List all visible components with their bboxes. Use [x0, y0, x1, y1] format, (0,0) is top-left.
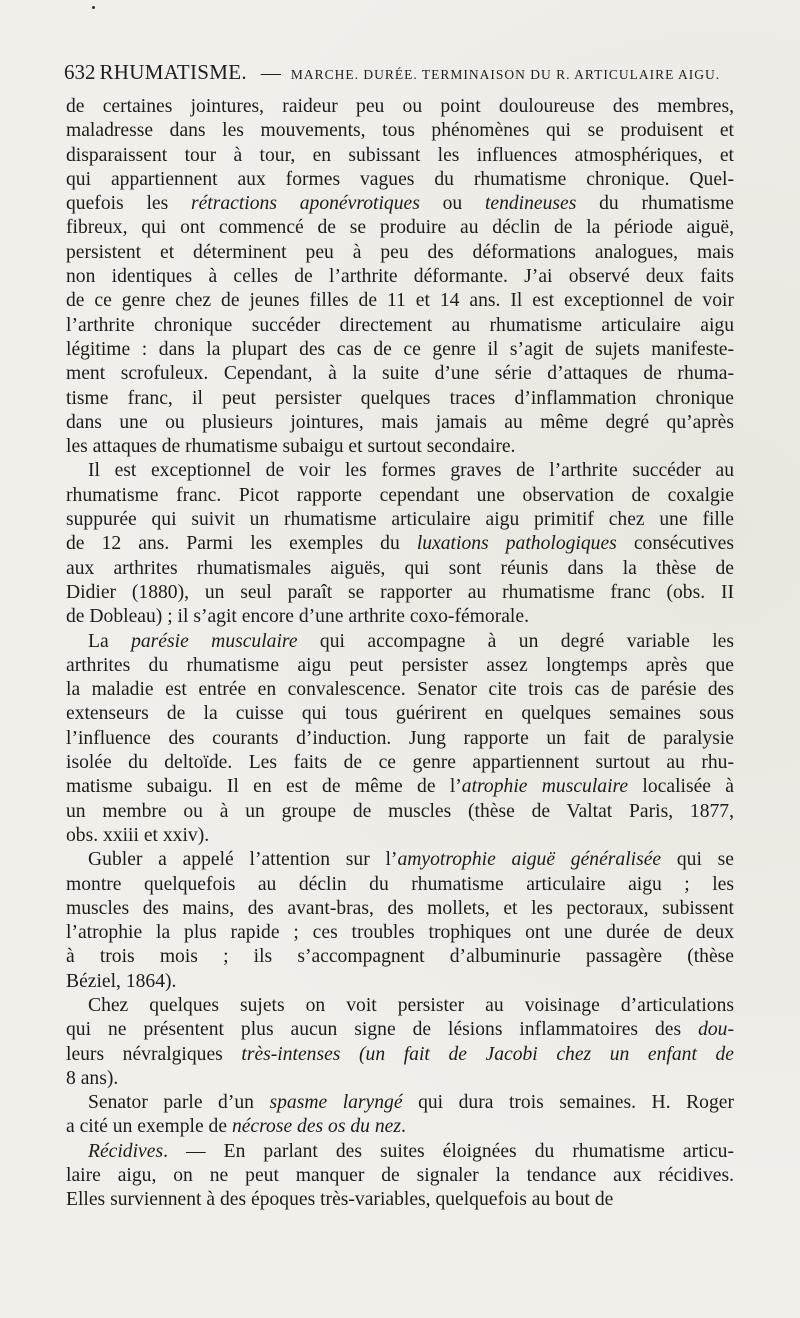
text-line [66, 1115, 734, 1139]
italic-term: dou- [698, 1019, 734, 1041]
italic-term: luxations pathologiques [416, 533, 617, 555]
text-run: 8 ans). [66, 1067, 119, 1089]
running-head [64, 60, 744, 86]
text-line [66, 581, 734, 605]
text-line [66, 1164, 734, 1188]
text-run: a cité un exemple de [66, 1116, 232, 1138]
text-run: extenseurs de la cuisse qui tous guérirent en quelques semaines sous [66, 703, 734, 725]
text-run: tisme franc, il peut persister quelques traces d’inflammation chronique [66, 387, 734, 409]
text-run: muscles des mains, des avant-bras, des mollets, et les pectoraux, subissent [66, 897, 734, 919]
text-run: Gubler a appelé l’attention sur l’ [88, 849, 398, 871]
italic-term: Récidives [88, 1140, 164, 1162]
text-line [66, 1067, 734, 1091]
text-line [66, 532, 734, 556]
text-run: localisée à [628, 776, 734, 798]
text-run: Elles surviennent à des époques très-variables, quelquefois au bout de [66, 1189, 614, 1211]
italic-term: atrophie musculaire [461, 776, 629, 798]
text-run: Didier (1880), un seul paraît se rapporter au rhumatisme franc (obs. II [66, 581, 734, 603]
text-run: l’influence des courants d’induction. Jung rapporte un fait de paralysie [66, 727, 734, 749]
text-line [66, 800, 734, 824]
text-run: Il est exceptionnel de voir les formes graves de l’arthrite succéder au [88, 460, 734, 482]
text-run: dans une ou plusieurs jointures, mais jamais au même degré qu’après [66, 411, 734, 433]
text-line [66, 557, 734, 581]
text-line [66, 241, 734, 265]
page-number: 632 [64, 60, 96, 84]
italic-term: nécrose des os du nez [231, 1116, 401, 1138]
text-run: quefois les [66, 193, 191, 215]
text-run: consécutives [616, 533, 734, 555]
text-line [66, 168, 734, 192]
text-run: matisme subaigu. Il en est de même de l’ [66, 776, 462, 798]
text-line [66, 411, 734, 435]
italic-term: très-intenses (un fait de Jacobi chez un enfant de [222, 1043, 734, 1065]
text-line [66, 265, 734, 289]
text-line [66, 459, 734, 483]
text-run: de ce genre chez de jeunes filles de 11 et 14 ans. Il est exceptionnel de voir [66, 290, 734, 312]
text-run: qui appartiennent aux formes vagues du rhumatisme chronique. Quel- [66, 168, 734, 190]
section-title: MARCHE. DURÉE. TERMINAISON DU R. ARTICULAIRE AIGU. [290, 67, 721, 82]
text-line [66, 751, 734, 775]
text-line [66, 95, 734, 119]
text-line [66, 338, 734, 362]
text-run: obs. xxiii et xxiv). [66, 824, 210, 846]
text-run: l’atrophie la plus rapide ; ces troubles trophiques ont une durée de deux [66, 922, 734, 944]
text-run: qui se [661, 849, 734, 871]
body-text [66, 95, 734, 1213]
text-run: aux arthrites rhumatismales aiguës, qui sont réunis dans la thèse de [66, 557, 734, 579]
text-run: les attaques de rhumatisme subaigu et surtout secondaire. [66, 436, 516, 458]
text-line [66, 897, 734, 921]
chapter-title: RHUMATISME. [99, 60, 247, 84]
text-line [66, 702, 734, 726]
text-run: disparaissent tour à tour, en subissant les influences atmosphériques, et [66, 144, 734, 166]
text-run: suppurée qui suivit un rhumatisme articulaire aigu primitif chez une fille [66, 509, 734, 531]
text-run: l’arthrite chronique succéder directement au rhumatisme articulaire aigu [66, 314, 734, 336]
text-run: montre quelquefois au déclin du rhumatisme articulaire aigu ; les [66, 873, 734, 895]
text-line [66, 775, 734, 799]
text-run: du rhumatisme [576, 193, 735, 215]
text-line [66, 435, 734, 459]
italic-term: spasme laryngé [269, 1092, 403, 1114]
text-run: de 12 ans. Parmi les exemples du [66, 533, 417, 555]
text-line [66, 1018, 734, 1042]
text-line [66, 192, 734, 216]
text-run: qui accompagne à un degré variable les [297, 630, 734, 652]
text-run: isolée du deltoïde. Les faits de ce genre appartiennent surtout au rhu- [66, 752, 734, 774]
head-dash: — [260, 62, 281, 84]
text-line [66, 824, 734, 848]
text-line [66, 970, 734, 994]
text-line [66, 678, 734, 702]
text-run: maladresse dans les mouvements, tous phénomènes qui se produisent et [66, 120, 734, 142]
text-line [66, 994, 734, 1018]
text-line [66, 654, 734, 678]
italic-term: rétractions aponévrotiques [190, 193, 420, 215]
text-line [66, 1188, 734, 1212]
text-run: la maladie est entrée en convalescence. Senator cite trois cas de parésie des [66, 679, 734, 701]
text-run: ou [419, 193, 485, 215]
ink-speck [92, 6, 95, 9]
text-run: qui ne présentent plus aucun signe de lésions inflammatoires des [66, 1019, 699, 1041]
text-run: un membre ou à un groupe de muscles (thèse de Valtat Paris, 1877, [66, 800, 734, 822]
text-line [66, 216, 734, 240]
text-line [66, 727, 734, 751]
text-run: ment scrofuleux. Cependant, à la suite d’une série d’attaques de rhuma- [66, 363, 734, 385]
text-line [66, 848, 734, 872]
text-line [66, 119, 734, 143]
text-run: de certaines jointures, raideur peu ou point douloureuse des membres, [66, 96, 734, 117]
text-run: Béziel, 1864). [66, 970, 177, 992]
text-run: Senator parle d’un [88, 1092, 270, 1114]
text-run: rhumatisme franc. Picot rapporte cependant une observation de coxalgie [66, 484, 734, 506]
text-line [66, 144, 734, 168]
text-line [66, 289, 734, 313]
text-run: légitime : dans la plupart des cas de ce genre il s’agit de sujets manifeste- [66, 338, 734, 360]
text-line [66, 1091, 734, 1115]
text-run: Chez quelques sujets on voit persister au voisinage d’articulations [88, 994, 734, 1016]
text-line [66, 314, 734, 338]
text-line [66, 873, 734, 897]
text-line [66, 1140, 734, 1164]
text-line [66, 605, 734, 629]
text-run: de Dobleau) ; il s’agit encore d’une arthrite coxo-fémorale. [66, 606, 529, 628]
text-run: à trois mois ; ils s’accompagnent d’albuminurie passagère (thèse [66, 946, 734, 968]
text-line [66, 921, 734, 945]
italic-term: parésie musculaire [131, 630, 298, 652]
text-run: leurs névralgiques [66, 1043, 223, 1065]
text-run: . [401, 1116, 406, 1138]
text-line [66, 1043, 734, 1067]
italic-term: tendineuses [484, 193, 577, 215]
text-line [66, 630, 734, 654]
text-run: laire aigu, on ne peut manquer de signaler la tendance aux récidives. [66, 1165, 734, 1187]
text-run: arthrites du rhumatisme aigu peut persister assez longtemps après que [66, 654, 734, 676]
italic-term: amyotrophie aiguë généralisée [397, 849, 662, 871]
text-run: qui dura trois semaines. H. Roger [402, 1092, 734, 1114]
text-run: persistent et déterminent peu à peu des déformations analogues, mais [66, 241, 734, 263]
text-line [66, 484, 734, 508]
text-line [66, 508, 734, 532]
text-run: non identiques à celles de l’arthrite déformante. J’ai observé deux faits [66, 266, 734, 288]
text-line [66, 945, 734, 969]
text-run: . — En parlant des suites éloignées du rhumatisme articu- [163, 1140, 734, 1162]
text-line [66, 387, 734, 411]
text-run: fibreux, qui ont commencé de se produire au déclin de la période aiguë, [66, 217, 734, 239]
text-run: La [88, 630, 132, 652]
text-line [66, 362, 734, 386]
